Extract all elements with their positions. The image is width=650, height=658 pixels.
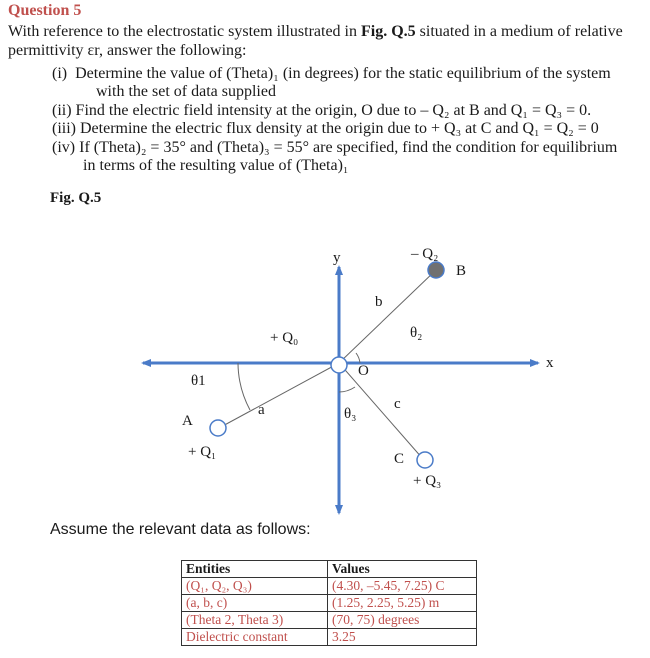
theta3-arc [339,387,355,392]
table-cell: (a, b, c) [182,595,328,612]
table-cell: (70, 75) degrees [328,612,477,629]
theta3-label: θ₃ [344,406,357,422]
q3-label: + Q₃ [413,473,442,489]
intro-text-2: permittivity εr, answer the following: [8,42,247,59]
q0-label: + Q₀ [270,330,299,346]
charge-b-negative [428,262,444,278]
table-cell: (Q₁, Q₂, Q₃) [182,578,328,595]
c-point-label: C [394,451,405,467]
table-row [182,612,477,629]
table-cell: (Theta 2, Theta 3) [182,612,328,629]
theta1-label: θ1 [191,373,206,389]
q2-label: – Q₂ [411,246,439,262]
data-table [181,560,477,646]
segment-b [339,270,436,363]
b-point-label: B [456,263,467,279]
theta1-arc [238,363,250,410]
item-iv-text: If (Theta)₂ = 35° and (Theta)₃ = 55° are specified, find the condition for equilibrium [79,139,618,156]
a-segment-label: a [258,402,265,418]
table-cell: 3.25 [328,629,477,646]
b-segment-label: b [375,294,383,310]
question-title: Question 5 [8,2,82,19]
theta2-label: θ₂ [410,325,423,341]
item-i-cont: with the set of data supplied [96,83,276,100]
table-cell: (1.25, 2.25, 5.25) m [328,595,477,612]
segment-a [219,363,339,428]
item-iii-num: (iii) [52,120,76,137]
table-header-row [182,561,477,578]
table-cell: (4.30, –5.45, 7.25) C [328,578,477,595]
item-ii-text: Find the electric field intensity at the origin, O due to – Q₂ at B and Q₁ = Q₃ = 0. [75,102,592,119]
table-header-entities: Entities [182,561,328,578]
table-row [182,595,477,612]
item-i-num: (i) [52,65,68,82]
origin-label: O [358,363,369,379]
charge-c [417,452,433,468]
item-iii-text: Determine the electric flux density at the origin due to + Q₃ at C and Q₁ = Q₂ = 0 [80,120,599,137]
intro-text-1: With reference to the electrostatic system illustrated in [8,23,361,40]
item-ii-num: (ii) [52,102,72,119]
assume-text: Assume the relevant data as follows: [50,521,311,538]
charge-a [210,420,226,436]
table-header-values: Values [328,561,477,578]
a-point-label: A [182,413,193,429]
item-i-text: Determine the value of (Theta)₁ (in degrees) for the static equilibrium of the system [75,65,611,82]
table-cell: Dielectric constant [182,629,328,646]
q1-label: + Q₁ [188,444,217,460]
x-axis-label: x [546,355,554,371]
table-row [182,578,477,595]
item-iv-num: (iv) [52,139,76,156]
origin-charge [331,357,347,373]
c-segment-label: c [394,396,401,412]
y-axis-label: y [333,250,341,266]
table-row [182,629,477,646]
figure-caption: Fig. Q.5 [50,190,102,206]
item-iv-cont: in terms of the resulting value of (Theta)₁ [83,157,349,174]
intro-text-1-rest: situated in a medium of relative [415,23,623,40]
intro-fig-ref: Fig. Q.5 [361,23,416,40]
